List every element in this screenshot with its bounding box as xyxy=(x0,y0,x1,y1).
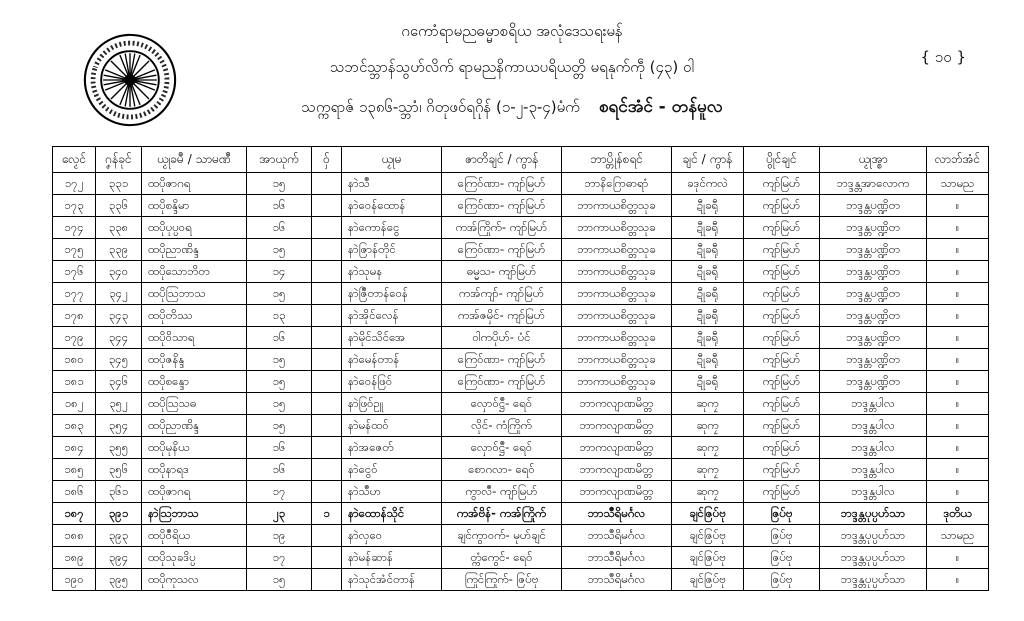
cell xyxy=(312,261,342,283)
cell: ချင်ဇြပ်ဗု xyxy=(672,547,744,569)
table-row xyxy=(53,173,989,195)
column-header: ယၟုအ္စာ xyxy=(820,147,927,173)
cell: ဘာကလျာဏမိတ္တ xyxy=(562,437,672,459)
column-header: လၟေင် xyxy=(53,147,96,173)
table-row xyxy=(53,217,989,239)
cell: ၁၈၁ xyxy=(53,371,96,393)
column-header: ချင် / ကွာန် xyxy=(672,147,744,173)
table-row xyxy=(53,239,989,261)
cell: ဘာကာယစိတ္တသုခ xyxy=(562,349,672,371)
table-row xyxy=(53,503,989,525)
cell: ၃၅၂ xyxy=(96,393,142,415)
cell: ဇြပ်ဗု xyxy=(744,525,820,547)
cell: ၁၈၈ xyxy=(53,525,96,547)
cell: ကျာ်မြဟ် xyxy=(744,349,820,371)
cell: ဘဒ္ဒန္တပဏ္ဍိတ xyxy=(820,195,927,217)
cell: ၁၅ xyxy=(247,283,312,305)
cell: ၁၈၅ xyxy=(53,459,96,481)
cell: ဆုကၠ xyxy=(672,437,744,459)
cell: ကျာ်မြဟ် xyxy=(744,217,820,239)
cell: ဘာကလျာဏမိတ္တ xyxy=(562,481,672,503)
cell: ၁၈၆ xyxy=(53,481,96,503)
cell: ၁၇၄ xyxy=(53,217,96,239)
cell: ဒုတိယ xyxy=(927,503,989,525)
cell: ၁၇၉ xyxy=(53,327,96,349)
cell: ကျာ်မြဟ် xyxy=(744,481,820,503)
cell xyxy=(312,305,342,327)
page-number: { ၁၀ } xyxy=(920,48,966,66)
cell: ။ xyxy=(927,217,989,239)
cell: ကြေဝ်ဏာ- ကျာ်မြဟ် xyxy=(442,173,562,195)
cell: ဘဒ္ဒန္တပါလ xyxy=(820,459,927,481)
cell: သာမည xyxy=(927,173,989,195)
cell: ကျာ်မြဟ် xyxy=(744,305,820,327)
cell: နာဲအဇေတ် xyxy=(342,437,442,459)
cell: နာဲမေန်တာန် xyxy=(342,349,442,371)
cell: ဘာကာယစိတ္တသုခ xyxy=(562,327,672,349)
cell: ဆုကၠ xyxy=(672,459,744,481)
cell xyxy=(312,569,342,591)
cell: ၁၈၇ xyxy=(53,503,96,525)
cell: ကျာ်မြဟ် xyxy=(744,327,820,349)
column-header: အာယုက် xyxy=(247,147,312,173)
cell xyxy=(312,525,342,547)
cell: နာဲဝေန်ထောန် xyxy=(342,195,442,217)
cell: နာဲငွေဝ် xyxy=(342,459,442,481)
table-row xyxy=(53,349,989,371)
cell: ၁၉ xyxy=(247,525,312,547)
cell: ။ xyxy=(927,459,989,481)
cell: ဘဒ္ဒန္တပုပ္ပဟ်သာ xyxy=(820,547,927,569)
cell: ထပိုသုခဒိပ္ပ xyxy=(142,547,247,569)
cell: ထပိုဇာဂရ xyxy=(142,173,247,195)
cell: ၁၅ xyxy=(247,371,312,393)
cell: နာဲသုမန xyxy=(342,261,442,283)
register-table xyxy=(52,146,989,591)
cell: ဍီုခရီု xyxy=(672,283,744,305)
cell: လိုင်- ကံကြိုက် xyxy=(442,415,562,437)
cell: ၁၆ xyxy=(247,217,312,239)
cell: ဆုကၠ xyxy=(672,393,744,415)
cell: လှောဝ်ဋ္ဌဳ- ရေဝ် xyxy=(442,437,562,459)
cell: ဘာနိဂြောဓာရာံ xyxy=(562,173,672,195)
cell: ထပိုဝိသာရ xyxy=(142,327,247,349)
column-header: ဂၞန်ခုင် xyxy=(96,147,142,173)
cell: နာဲကောန်ငွေ xyxy=(342,217,442,239)
cell: ထပိုစန္ဒိမာ xyxy=(142,195,247,217)
cell: ဘဒ္ဒန္တပဏ္ဍိတ xyxy=(820,371,927,393)
cell: ၃၄၂ xyxy=(96,283,142,305)
cell: ဓမ္မသ- ကျာ်မြဟ် xyxy=(442,261,562,283)
column-header: ဘာပ္တိုန်စရင် xyxy=(562,147,672,173)
cell: ကျာ်မြဟ် xyxy=(744,415,820,437)
cell: ဘာသဳရိမင်္ဂလ xyxy=(562,547,672,569)
cell: ၁၆ xyxy=(247,437,312,459)
cell: နာဲသဳဟ xyxy=(342,481,442,503)
cell: နာဲဇြဳတာန်ဝေန် xyxy=(342,283,442,305)
cell: ၃၅၆ xyxy=(96,459,142,481)
cell xyxy=(312,239,342,261)
cell: ကြေဝ်ဏာ- ကျာ်မြဟ် xyxy=(442,349,562,371)
cell: ၁၅ xyxy=(247,569,312,591)
cell: ၃၉၅ xyxy=(96,569,142,591)
cell: ။ xyxy=(927,305,989,327)
cell: ဘဒ္ဒန္တပဏ္ဍိတ xyxy=(820,239,927,261)
cell: ၁၉၀ xyxy=(53,569,96,591)
cell: ထပိုညာဏိန္ဒ xyxy=(142,239,247,261)
table-row xyxy=(53,305,989,327)
cell: ကွာလဳ- ကျာ်မြဟ် xyxy=(442,481,562,503)
cell: ဘဒ္ဒန္တပဏ္ဍိတ xyxy=(820,305,927,327)
cell: ကြေဝ်ဏာ- ကျာ်မြဟ် xyxy=(442,371,562,393)
cell: ၁၅ xyxy=(247,239,312,261)
cell: နာဲထောန်သိုင် xyxy=(342,503,442,525)
cell xyxy=(312,437,342,459)
cell: ။ xyxy=(927,415,989,437)
cell: ဘာသဳရိမင်္ဂလ xyxy=(562,503,672,525)
table-row xyxy=(53,459,989,481)
cell: စောဂလာ- ရေဝ် xyxy=(442,459,562,481)
cell: ကြုင်ကြုက်- ဇြပ်ဗု xyxy=(442,569,562,591)
cell: ဘဒ္ဒန္တပဏ္ဍိတ xyxy=(820,327,927,349)
cell: ၃၉၁ xyxy=(96,503,142,525)
cell: နာဲမိုင်သိင်အေ xyxy=(342,327,442,349)
cell: ၁၆ xyxy=(247,459,312,481)
cell: သာမည xyxy=(927,525,989,547)
column-header: ယၟုခမဳ / သာမဏဳ xyxy=(142,147,247,173)
cell: ဘာကလျာဏမိတ္တ xyxy=(562,459,672,481)
cell: ဘဒ္ဒန္တပါလ xyxy=(820,415,927,437)
cell: ။ xyxy=(927,261,989,283)
table-row xyxy=(53,283,989,305)
cell: ထပိုဝဳရိယ xyxy=(142,525,247,547)
cell: ၃၃၉ xyxy=(96,239,142,261)
cell: ၃၃၁ xyxy=(96,173,142,195)
cell: ဘဒ္ဒန္တပဏ္ဍိတ xyxy=(820,283,927,305)
cell: ထပိုဇာဂရ xyxy=(142,481,247,503)
cell xyxy=(312,195,342,217)
cell: ကအ်ကျာ်- ကျာ်မြဟ် xyxy=(442,283,562,305)
cell: ဘဒ္ဒန္တပုပ္ပဟ်သာ xyxy=(820,503,927,525)
cell: နာဲမန်ထဝ် xyxy=(342,415,442,437)
cell xyxy=(312,415,342,437)
cell: ၃၅၅ xyxy=(96,437,142,459)
cell xyxy=(312,173,342,195)
cell: ထပိုဇနိန္ဒ xyxy=(142,349,247,371)
table-row xyxy=(53,481,989,503)
cell: ။ xyxy=(927,481,989,503)
table-row xyxy=(53,437,989,459)
cell: ၃၄၀ xyxy=(96,261,142,283)
cell: ဘဒ္ဒန္တအာလောက xyxy=(820,173,927,195)
cell: ကျာ်မြဟ် xyxy=(744,371,820,393)
cell: ကျာ်မြဟ် xyxy=(744,195,820,217)
cell: ကြေဝ်ဏာ- ကျာ်မြဟ် xyxy=(442,239,562,261)
cell: ဍီုခရီု xyxy=(672,239,744,261)
table-row xyxy=(53,415,989,437)
cell: ဘဒ္ဒန္တပါလ xyxy=(820,393,927,415)
cell: ၃၉၄ xyxy=(96,547,142,569)
cell: ဘာကာယစိတ္တသုခ xyxy=(562,239,672,261)
cell: နာဲဖြဝ်ဥူ xyxy=(342,393,442,415)
cell: ၃၆၁ xyxy=(96,481,142,503)
cell: ၁၇ xyxy=(247,481,312,503)
cell: ဘာကာယစိတ္တသုခ xyxy=(562,195,672,217)
cell xyxy=(312,459,342,481)
cell: ။ xyxy=(927,283,989,305)
cell: ၁၇၈ xyxy=(53,305,96,327)
column-header: ယၟုမ xyxy=(342,147,442,173)
cell: ၁၇၅ xyxy=(53,239,96,261)
cell: ဘဒ္ဒန္တပဏ္ဍိတ xyxy=(820,217,927,239)
cell: နာဲသဳ xyxy=(342,173,442,195)
cell: ၁၇၇ xyxy=(53,283,96,305)
cell: ကျာ်မြဟ် xyxy=(744,393,820,415)
cell: ၁၈၂ xyxy=(53,393,96,415)
cell: ၁၇၆ xyxy=(53,261,96,283)
cell: ၃၃၆ xyxy=(96,195,142,217)
cell: ထပိုတိဿ xyxy=(142,305,247,327)
column-header: ဝှ် xyxy=(312,147,342,173)
cell: ချင်ဇြပ်ဗု xyxy=(672,569,744,591)
cell: ကျာ်မြဟ် xyxy=(744,239,820,261)
cell: ၁၇၃ xyxy=(53,195,96,217)
cell: ထပိုဩသဓ xyxy=(142,393,247,415)
cell: ၁၅ xyxy=(247,415,312,437)
cell: ချင်ဇြပ်ဗု xyxy=(672,525,744,547)
cell: ထပိုမုနိယ xyxy=(142,437,247,459)
cell: ၂၃ xyxy=(247,503,312,525)
cell: နာဲဩဘာသ xyxy=(142,503,247,525)
cell: ဘာကာယစိတ္တသုခ xyxy=(562,283,672,305)
cell: ထပိုညာဏိန္ဒ xyxy=(142,415,247,437)
cell: ကအ်ဇမှိင်- ကျာ်မြဟ် xyxy=(442,305,562,327)
header-exam-title: သဘင်သ္ဘာန်သွဟ်လိက် ရာမညနိကာယပရိယတ္တိ မရနုက်ကဵု (၄၃) ဝါ xyxy=(330,58,694,76)
cell: ကြေဝ်ဏာ- ကျာ်မြဟ် xyxy=(442,195,562,217)
cell: ဘာသဳရိမင်္ဂလ xyxy=(562,569,672,591)
cell: ဇြပ်ဗု xyxy=(744,503,820,525)
cell: ၁၄ xyxy=(247,261,312,283)
cell: ထပိုပုပ္ပဝရ xyxy=(142,217,247,239)
cell: နာဲဇြာန်တိုင် xyxy=(342,239,442,261)
cell: ဍီုခရီု xyxy=(672,349,744,371)
cell: ထပိုဩဘာသ xyxy=(142,283,247,305)
cell: ၁၅ xyxy=(247,349,312,371)
cell: ဘဒ္ဒန္တပါလ xyxy=(820,481,927,503)
cell: ။ xyxy=(927,393,989,415)
cell: ဍီုခရီု xyxy=(672,371,744,393)
cell: ၁ xyxy=(312,503,342,525)
cell: ကအ်ဗိန်- ကအ်ကြိုက် xyxy=(442,503,562,525)
cell: ၃၄၄ xyxy=(96,327,142,349)
cell: ချင်ဇြပ်ဗု xyxy=(672,503,744,525)
table-row xyxy=(53,261,989,283)
cell: ကျာ်မြဟ် xyxy=(744,173,820,195)
cell: နာဲလှဝေ xyxy=(342,525,442,547)
table-row xyxy=(53,327,989,349)
cell: ဘဒ္ဒန္တပဏ္ဍိတ xyxy=(820,261,927,283)
cell: ထပိုသောဘိတ xyxy=(142,261,247,283)
cell: ဘာကာယစိတ္တသုခ xyxy=(562,305,672,327)
cell: ။ xyxy=(927,371,989,393)
cell: ဘဒ္ဒန္တပုပ္ပဟ်သာ xyxy=(820,569,927,591)
cell: ထပိုစန္ဒော xyxy=(142,371,247,393)
cell: ကျာ်မြဟ် xyxy=(744,283,820,305)
cell: ။ xyxy=(927,349,989,371)
cell: ၁၇ xyxy=(247,547,312,569)
cell: ၃၄၆ xyxy=(96,371,142,393)
cell: ၁၃ xyxy=(247,305,312,327)
cell: ၃၄၅ xyxy=(96,349,142,371)
cell: ၁၅ xyxy=(247,393,312,415)
cell: ။ xyxy=(927,195,989,217)
cell: ၁၆ xyxy=(247,195,312,217)
cell: ။ xyxy=(927,327,989,349)
table-header-row xyxy=(53,147,989,173)
cell xyxy=(312,349,342,371)
header-date-line xyxy=(0,96,1024,121)
cell: ၃၉၃ xyxy=(96,525,142,547)
cell: ဘာကလျာဏမိတ္တ xyxy=(562,393,672,415)
cell: ဇြပ်ဗု xyxy=(744,547,820,569)
header-association-title: ဂကောံရာမညဓမ္မာစရိယ အလုံဒေသရးမန် xyxy=(401,22,623,40)
cell: ၁၅ xyxy=(247,173,312,195)
cell: ဘဒ္ဒန္တပါလ xyxy=(820,437,927,459)
cell: ၁၈၉ xyxy=(53,547,96,569)
cell: ဘဒ္ဒန္တပုပ္ပဟ်သာ xyxy=(820,525,927,547)
header-list-level-label: စရင်အံင် - တန်မူလ xyxy=(598,97,723,117)
cell xyxy=(312,371,342,393)
cell xyxy=(312,393,342,415)
cell: ဍီုခရီု xyxy=(672,327,744,349)
cell: ၁၆ xyxy=(247,327,312,349)
cell: တ္ကံကွေင်- ရေဝ် xyxy=(442,547,562,569)
cell: ၃၃၈ xyxy=(96,217,142,239)
cell: ၃၄၃ xyxy=(96,305,142,327)
column-header: ဇာတိချင် / ကွာန် xyxy=(442,147,562,173)
cell: ထပိုကုသလ xyxy=(142,569,247,591)
cell xyxy=(312,283,342,305)
column-header: လာဘ်အံင် xyxy=(927,147,989,173)
cell: ကျာ်မြဟ် xyxy=(744,459,820,481)
cell: ဘဒ္ဒန္တပဏ္ဍိတ xyxy=(820,349,927,371)
cell: ကျာ်မြဟ် xyxy=(744,437,820,459)
cell xyxy=(312,547,342,569)
cell: ၁၈၄ xyxy=(53,437,96,459)
cell: ဍီုခရီု xyxy=(672,261,744,283)
cell: ဘာကာယစိတ္တသုခ xyxy=(562,371,672,393)
cell: ၁၈၀ xyxy=(53,349,96,371)
cell xyxy=(312,481,342,503)
cell: ဘာကလျာဏမိတ္တ xyxy=(562,415,672,437)
cell: ။ xyxy=(927,239,989,261)
cell: ။ xyxy=(927,437,989,459)
table-row xyxy=(53,195,989,217)
cell xyxy=(312,327,342,349)
table-row xyxy=(53,547,989,569)
cell: ထပိုနာရဒ xyxy=(142,459,247,481)
cell: ဆုကၠ xyxy=(672,481,744,503)
cell: နာဲမန်ဆာန် xyxy=(342,547,442,569)
cell: ဆုကၠ xyxy=(672,415,744,437)
cell: ဍီုခရီု xyxy=(672,217,744,239)
cell: ချင်ကွာဝက်- မုဟ်ချင် xyxy=(442,525,562,547)
cell: ဍီုခရီု xyxy=(672,195,744,217)
cell: ဘာကာယစိတ္တသုခ xyxy=(562,217,672,239)
cell: ဘာသဳရိမင်္ဂလ xyxy=(562,525,672,547)
header-date-text: သက္ကရာဇ် ၁၃၈၆-သ္ဘာံ၊ ဂိတုဖဝ်ရဂိုန် (၁-၂-၃-၄)မံက် xyxy=(301,98,580,116)
table-row xyxy=(53,525,989,547)
cell: ။ xyxy=(927,569,989,591)
cell: လှောဝ်ဋ္ဌဳ- ရေဝ် xyxy=(442,393,562,415)
cell: ဘာကာယစိတ္တသုခ xyxy=(562,261,672,283)
cell: ဍီုခရီု xyxy=(672,305,744,327)
cell: နာဲဝေန်ဖြဝ် xyxy=(342,371,442,393)
cell: နာဲသုင်အံင်တာန် xyxy=(342,569,442,591)
cell: ၃၅၄ xyxy=(96,415,142,437)
cell: ကအ်ကြိုက်- ကျာ်မြဟ် xyxy=(442,217,562,239)
cell xyxy=(312,217,342,239)
table-row xyxy=(53,393,989,415)
cell: ခဒုင်ကလဲ xyxy=(672,173,744,195)
cell: ။ xyxy=(927,547,989,569)
table-row xyxy=(53,569,989,591)
cell: ၁၈၃ xyxy=(53,415,96,437)
cell: ၁၇၂ xyxy=(53,173,96,195)
cell: ဇြပ်ဗု xyxy=(744,569,820,591)
cell: နာဲအိုင်လေန် xyxy=(342,305,442,327)
cell: ကျာ်မြဟ် xyxy=(744,261,820,283)
table-row xyxy=(53,371,989,393)
column-header: ပွိုင်ချင် xyxy=(744,147,820,173)
cell: ဝါကပိုဟ်- ပံင် xyxy=(442,327,562,349)
